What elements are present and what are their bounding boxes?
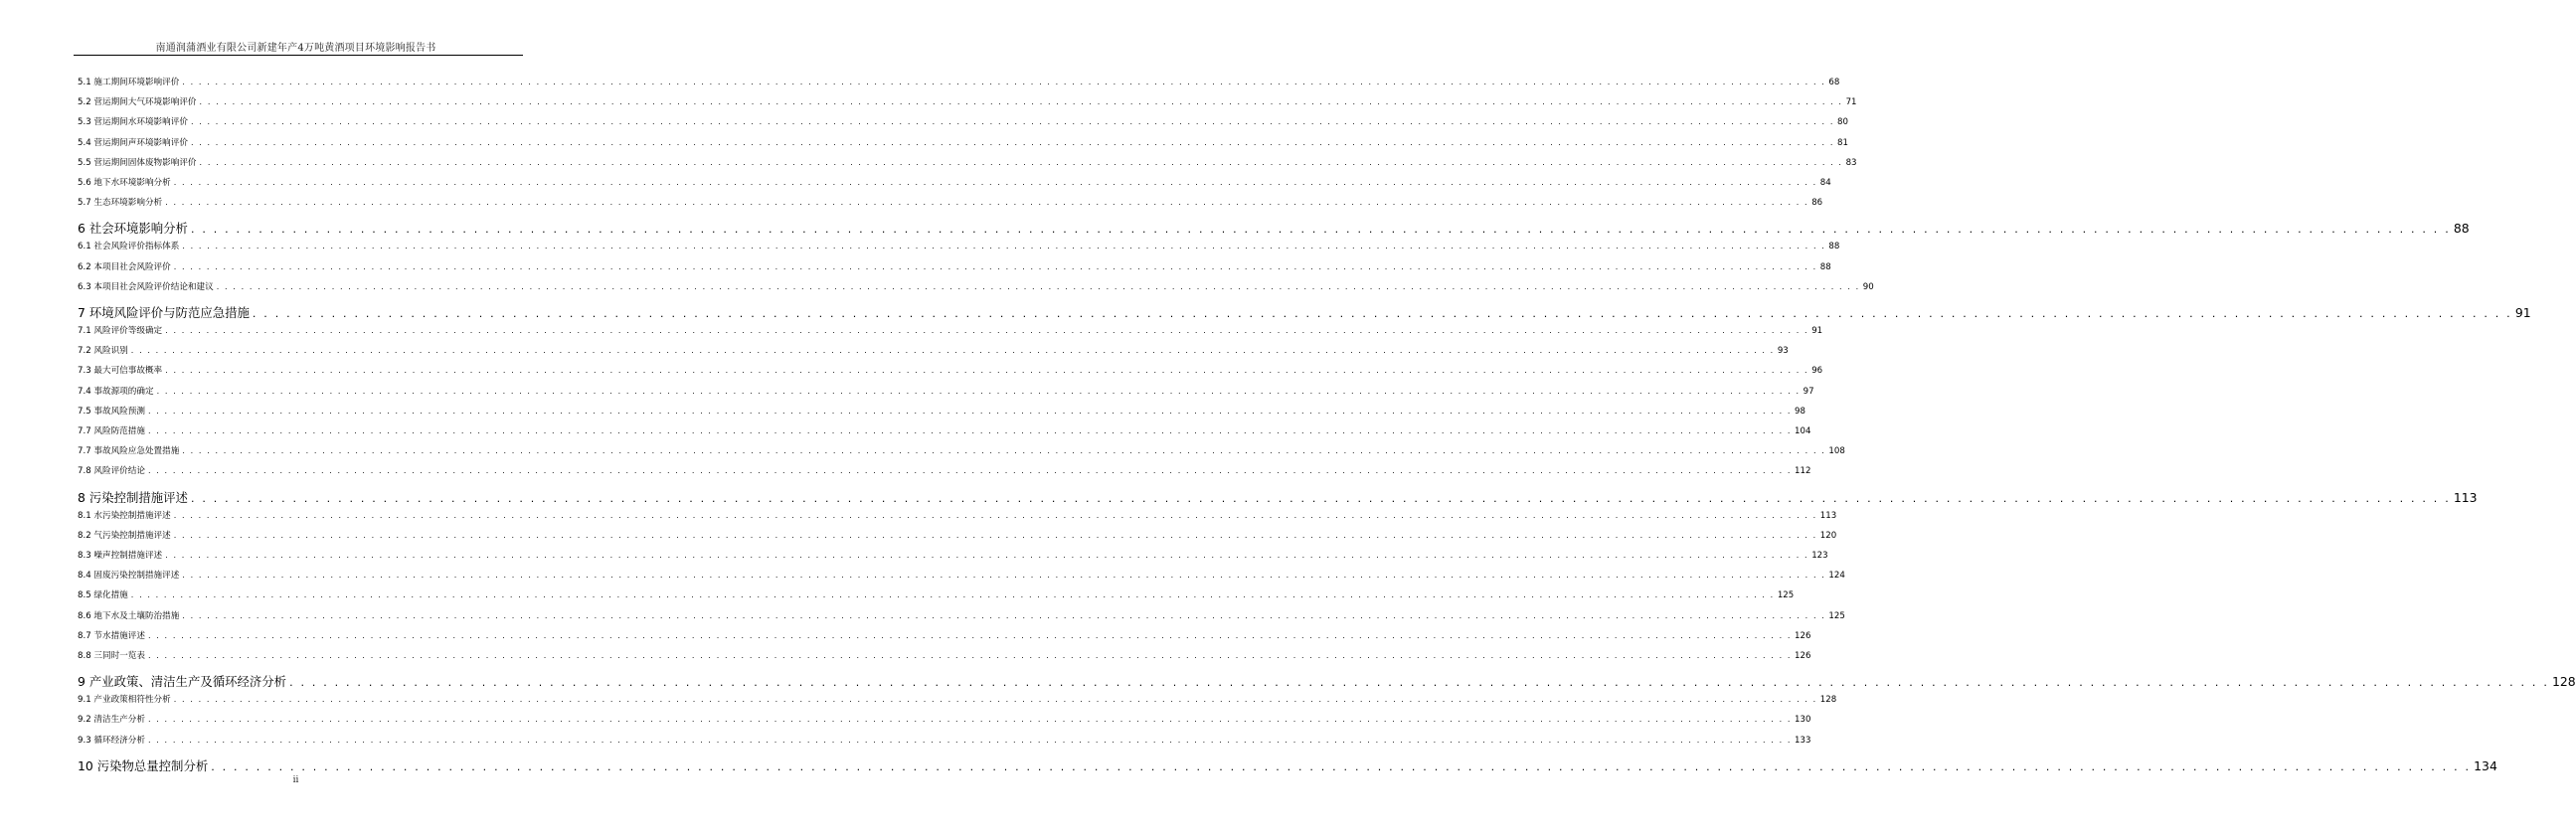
toc-entry-title: 8.2 气污染控制措施评述	[78, 530, 171, 541]
toc-section-entry[interactable]	[78, 385, 1814, 401]
toc-entry-title: 5.6 地下水环境影响分析	[78, 178, 171, 188]
toc-dot-leader: . . . . . . . . . . . . . . . . . . . . . . . . . . . . . . . . . . . . . . . . . . . . . . . . . . . . . . . . . . . . . . . . . . . . . . . . . . . . . . . . . . . . . . . . . . . . . . . . . . . . . . . . . . . . . . . . . . . . . . . . . . . . . . . . . . . . . . . . . . . . . . . . . . . . . . . . . . . . . . . . . . . . . . . . . . . . . . . . . . . . . . . . . . . . . . . . . . . . . . . .	[147, 630, 1793, 640]
toc-entry-title: 9.1 产业政策相符性分析	[78, 695, 171, 706]
toc-entry-page: 97	[1803, 386, 1814, 397]
toc-chapter-entry[interactable]	[78, 219, 2470, 239]
toc-dot-leader: . . . . . . . . . . . . . . . . . . . . . . . . . . . . . . . . . . . . . . . . . . . . . . . . . . . . . . . . . . . . . . . . . . . . . . . . . . . . . . . . . . . . . . . . . . . . . . . . . . . . . . . . . . . . . . . . . . . . . . . . . . . . . . . . . . . . . . . . . . . . . . . . . . . . . . . . . . . . . . . . . . . . . . . . . . . . . . . . . . . . . . . . . . . . . . . . . . . . . . . .	[190, 491, 2451, 505]
toc-section-entry[interactable]	[78, 734, 1811, 750]
toc-section-entry[interactable]	[78, 324, 1823, 340]
toc-entry-title: 8.3 噪声控制措施评述	[78, 551, 163, 561]
toc-section-entry[interactable]	[78, 280, 1874, 296]
toc-dot-leader: . . . . . . . . . . . . . . . . . . . . . . . . . . . . . . . . . . . . . . . . . . . . . . . . . . . . . . . . . . . . . . . . . . . . . . . . . . . . . . . . . . . . . . . . . . . . . . . . . . . . . . . . . . . . . . . . . . . . . . . . . . . . . . . . . . . . . . . . . . . . . . . . . . . . . . . . . . . . . . . . . . . . . . . . . . . . . . . . . . . . . . . . . . . . . . . . . . . . . . . .	[130, 590, 1775, 600]
toc-dot-leader: . . . . . . . . . . . . . . . . . . . . . . . . . . . . . . . . . . . . . . . . . . . . . . . . . . . . . . . . . . . . . . . . . . . . . . . . . . . . . . . . . . . . . . . . . . . . . . . . . . . . . . . . . . . . . . . . . . . . . . . . . . . . . . . . . . . . . . . . . . . . . . . . . . . . . . . . . . . . . . . . . . . . . . . . . . . . . . . . . . . . . . . . . . . . . . . . . . . . . . . .	[165, 198, 1809, 208]
toc-section-entry[interactable]	[78, 549, 1828, 565]
toc-section-entry[interactable]	[78, 693, 1837, 709]
toc-section-entry[interactable]	[78, 629, 1811, 645]
toc-dot-leader: . . . . . . . . . . . . . . . . . . . . . . . . . . . . . . . . . . . . . . . . . . . . . . . . . . . . . . . . . . . . . . . . . . . . . . . . . . . . . . . . . . . . . . . . . . . . . . . . . . . . . . . . . . . . . . . . . . . . . . . . . . . . . . . . . . . . . . . . . . . . . . . . . . . . . . . . . . . . . . . . . . . . . . . . . . . . . . . . . . . . . . . . . . . . . . . . . . . . . . . .	[216, 281, 1860, 291]
toc-dot-leader: . . . . . . . . . . . . . . . . . . . . . . . . . . . . . . . . . . . . . . . . . . . . . . . . . . . . . . . . . . . . . . . . . . . . . . . . . . . . . . . . . . . . . . . . . . . . . . . . . . . . . . . . . . . . . . . . . . . . . . . . . . . . . . . . . . . . . . . . . . . . . . . . . . . . . . . . . . . . . . . . . . . . . . . . . . . . . . . . . . . . . . . . . . . . . . . . . . . . . . . .	[147, 715, 1793, 725]
toc-entry-title: 8.6 地下水及土壤防治措施	[78, 610, 180, 621]
toc-entry-title: 7 环境风险评价与防范应急措施	[78, 305, 250, 320]
toc-entry-title: 7.8 风险评价结论	[78, 466, 145, 477]
toc-entry-title: 9 产业政策、清洁生产及循环经济分析	[78, 674, 287, 690]
toc-entry-page: 133	[1795, 735, 1811, 746]
toc-section-entry[interactable]	[78, 609, 1845, 625]
toc-dot-leader: . . . . . . . . . . . . . . . . . . . . . . . . . . . . . . . . . . . . . . . . . . . . . . . . . . . . . . . . . . . . . . . . . . . . . . . . . . . . . . . . . . . . . . . . . . . . . . . . . . . . . . . . . . . . . . . . . . . . . . . . . . . . . . . . . . . . . . . . . . . . . . . . . . . . . . . . . . . . . . . . . . . . . . . . . . . . . . . . . . . . . . . . . . . . . . . . . . . . . . . .	[130, 346, 1775, 356]
toc-entry-title: 7.2 风险识别	[78, 346, 128, 357]
toc-entry-page: 68	[1828, 78, 1840, 87]
toc-dot-leader: . . . . . . . . . . . . . . . . . . . . . . . . . . . . . . . . . . . . . . . . . . . . . . . . . . . . . . . . . . . . . . . . . . . . . . . . . . . . . . . . . . . . . . . . . . . . . . . . . . . . . . . . . . . . . . . . . . . . . . . . . . . . . . . . . . . . . . . . . . . . . . . . . . . . . . . . . . . . . . . . . . . . . . . . . . . . . . . . . . . . . . . . . . . . . . . . . . . . . . . .	[165, 326, 1809, 335]
toc-entry-page: 108	[1828, 446, 1845, 457]
toc-entry-page: 86	[1811, 198, 1823, 209]
toc-section-entry[interactable]	[78, 240, 1840, 255]
toc-entry-title: 7.3 最大可信事故概率	[78, 366, 163, 377]
toc-dot-leader: . . . . . . . . . . . . . . . . . . . . . . . . . . . . . . . . . . . . . . . . . . . . . . . . . . . . . . . . . . . . . . . . . . . . . . . . . . . . . . . . . . . . . . . . . . . . . . . . . . . . . . . . . . . . . . . . . . . . . . . . . . . . . . . . . . . . . . . . . . . . . . . . . . . . . . . . . . . . . . . . . . . . . . . . . . . . . . . . . . . . . . . . . . . . . . . . . . . . . . . .	[182, 610, 1826, 620]
toc-chapter-entry[interactable]	[78, 756, 2497, 776]
toc-dot-leader: . . . . . . . . . . . . . . . . . . . . . . . . . . . . . . . . . . . . . . . . . . . . . . . . . . . . . . . . . . . . . . . . . . . . . . . . . . . . . . . . . . . . . . . . . . . . . . . . . . . . . . . . . . . . . . . . . . . . . . . . . . . . . . . . . . . . . . . . . . . . . . . . . . . . . . . . . . . . . . . . . . . . . . . . . . . . . . . . . . . . . . . . . . . . . . . . . . . . . . . .	[147, 426, 1793, 435]
toc-entry-title: 8.1 水污染控制措施评述	[78, 510, 171, 521]
toc-entry-page: 71	[1845, 97, 1857, 108]
toc-entry-title: 5.4 营运期间声环境影响评价	[78, 137, 188, 148]
toc-entry-title: 5.1 施工期间环境影响评价	[78, 78, 180, 87]
toc-chapter-entry[interactable]	[78, 303, 2531, 323]
toc-entry-title: 10 污染物总量控制分析	[78, 757, 209, 773]
toc-entry-title: 9.3 循环经济分析	[78, 735, 145, 746]
toc-entry-page: 98	[1795, 406, 1805, 417]
toc-entry-page: 128	[1819, 695, 1837, 706]
toc-dot-leader: . . . . . . . . . . . . . . . . . . . . . . . . . . . . . . . . . . . . . . . . . . . . . . . . . . . . . . . . . . . . . . . . . . . . . . . . . . . . . . . . . . . . . . . . . . . . . . . . . . . . . . . . . . . . . . . . . . . . . . . . . . . . . . . . . . . . . . . . . . . . . . . . . . . . . . . . . . . . . . . . . . . . . . . . . . . . . . . . . . . . . . . . . . . . . . . . . . . . . . . .	[190, 223, 2451, 237]
toc-entry-page: 126	[1795, 630, 1811, 641]
toc-dot-leader: . . . . . . . . . . . . . . . . . . . . . . . . . . . . . . . . . . . . . . . . . . . . . . . . . . . . . . . . . . . . . . . . . . . . . . . . . . . . . . . . . . . . . . . . . . . . . . . . . . . . . . . . . . . . . . . . . . . . . . . . . . . . . . . . . . . . . . . . . . . . . . . . . . . . . . . . . . . . . . . . . . . . . . . . . . . . . . . . . . . . . . . . . . . . . . . . . . . . . . . .	[182, 78, 1826, 86]
toc-dot-leader: . . . . . . . . . . . . . . . . . . . . . . . . . . . . . . . . . . . . . . . . . . . . . . . . . . . . . . . . . . . . . . . . . . . . . . . . . . . . . . . . . . . . . . . . . . . . . . . . . . . . . . . . . . . . . . . . . . . . . . . . . . . . . . . . . . . . . . . . . . . . . . . . . . . . . . . . . . . . . . . . . . . . . . . . . . . . . . . . . . . . . . . . . . . . . . . . . . . . . . . .	[147, 735, 1793, 745]
toc-dot-leader: . . . . . . . . . . . . . . . . . . . . . . . . . . . . . . . . . . . . . . . . . . . . . . . . . . . . . . . . . . . . . . . . . . . . . . . . . . . . . . . . . . . . . . . . . . . . . . . . . . . . . . . . . . . . . . . . . . . . . . . . . . . . . . . . . . . . . . . . . . . . . . . . . . . . . . . . . . . . . . . . . . . . . . . . . . . . . . . . . . . . . . . . . . . . . . . . . . . . . . . .	[289, 676, 2550, 690]
toc-section-entry[interactable]	[78, 260, 1831, 276]
toc-section-entry[interactable]	[78, 405, 1805, 420]
toc-entry-title: 5.5 营运期间固体废物影响评价	[78, 157, 197, 168]
toc-entry-page: 88	[2453, 221, 2470, 237]
toc-entry-title: 8.5 绿化措施	[78, 590, 128, 601]
toc-section-entry[interactable]	[78, 76, 1840, 91]
toc-section-entry[interactable]	[78, 115, 1848, 131]
toc-entry-page: 125	[1828, 610, 1845, 621]
toc-dot-leader: . . . . . . . . . . . . . . . . . . . . . . . . . . . . . . . . . . . . . . . . . . . . . . . . . . . . . . . . . . . . . . . . . . . . . . . . . . . . . . . . . . . . . . . . . . . . . . . . . . . . . . . . . . . . . . . . . . . . . . . . . . . . . . . . . . . . . . . . . . . . . . . . . . . . . . . . . . . . . . . . . . . . . . . . . . . . . . . . . . . . . . . . . . . . . . . . . . . . . . . .	[165, 366, 1809, 376]
toc-entry-page: 83	[1845, 157, 1857, 168]
toc-entry-title: 6.2 本项目社会风险评价	[78, 261, 171, 272]
toc-dot-leader: . . . . . . . . . . . . . . . . . . . . . . . . . . . . . . . . . . . . . . . . . . . . . . . . . . . . . . . . . . . . . . . . . . . . . . . . . . . . . . . . . . . . . . . . . . . . . . . . . . . . . . . . . . . . . . . . . . . . . . . . . . . . . . . . . . . . . . . . . . . . . . . . . . . . . . . . . . . . . . . . . . . . . . . . . . . . . . . . . . . . . . . . . . . . . . . . . . . . . . . .	[182, 242, 1826, 251]
toc-entry-title: 8.4 固废污染控制措施评述	[78, 571, 180, 582]
toc-section-entry[interactable]	[78, 588, 1795, 604]
toc-entry-title: 5.7 生态环境影响分析	[78, 198, 163, 209]
toc-dot-leader: . . . . . . . . . . . . . . . . . . . . . . . . . . . . . . . . . . . . . . . . . . . . . . . . . . . . . . . . . . . . . . . . . . . . . . . . . . . . . . . . . . . . . . . . . . . . . . . . . . . . . . . . . . . . . . . . . . . . . . . . . . . . . . . . . . . . . . . . . . . . . . . . . . . . . . . . . . . . . . . . . . . . . . . . . . . . . . . . . . . . . . . . . . . . . . . . . . . . . . . .	[190, 137, 1834, 147]
toc-section-entry[interactable]	[78, 424, 1811, 440]
toc-entry-page: 88	[1819, 261, 1831, 272]
toc-chapter-entry[interactable]	[78, 488, 2478, 508]
toc-dot-leader: . . . . . . . . . . . . . . . . . . . . . . . . . . . . . . . . . . . . . . . . . . . . . . . . . . . . . . . . . . . . . . . . . . . . . . . . . . . . . . . . . . . . . . . . . . . . . . . . . . . . . . . . . . . . . . . . . . . . . . . . . . . . . . . . . . . . . . . . . . . . . . . . . . . . . . . . . . . . . . . . . . . . . . . . . . . . . . . . . . . . . . . . . . . . . . . . . . . . . . . .	[173, 530, 1817, 540]
toc-entry-page: 128	[2552, 674, 2576, 690]
toc-dot-leader: . . . . . . . . . . . . . . . . . . . . . . . . . . . . . . . . . . . . . . . . . . . . . . . . . . . . . . . . . . . . . . . . . . . . . . . . . . . . . . . . . . . . . . . . . . . . . . . . . . . . . . . . . . . . . . . . . . . . . . . . . . . . . . . . . . . . . . . . . . . . . . . . . . . . . . . . . . . . . . . . . . . . . . . . . . . . . . . . . . . . . . . . . . . . . . . . . . . . . . . .	[165, 551, 1809, 560]
toc-section-entry[interactable]	[78, 464, 1811, 480]
toc-entry-page: 130	[1795, 715, 1811, 726]
toc-entry-page: 120	[1819, 530, 1837, 541]
toc-section-entry[interactable]	[78, 569, 1845, 585]
toc-entry-page: 113	[1819, 510, 1837, 521]
toc-section-entry[interactable]	[78, 649, 1811, 665]
toc-entry-title: 6 社会环境影响分析	[78, 221, 188, 237]
toc-section-entry[interactable]	[78, 713, 1811, 729]
toc-entry-title: 6.3 本项目社会风险评价结论和建议	[78, 281, 214, 292]
toc-section-entry[interactable]	[78, 344, 1789, 360]
toc-entry-page: 90	[1862, 281, 1874, 292]
toc-dot-leader: . . . . . . . . . . . . . . . . . . . . . . . . . . . . . . . . . . . . . . . . . . . . . . . . . . . . . . . . . . . . . . . . . . . . . . . . . . . . . . . . . . . . . . . . . . . . . . . . . . . . . . . . . . . . . . . . . . . . . . . . . . . . . . . . . . . . . . . . . . . . . . . . . . . . . . . . . . . . . . . . . . . . . . . . . . . . . . . . . . . . . . . . . . . . . . . . . . . . . . . .	[173, 261, 1817, 271]
toc-entry-title: 7.7 风险防范措施	[78, 426, 145, 436]
toc-dot-leader: . . . . . . . . . . . . . . . . . . . . . . . . . . . . . . . . . . . . . . . . . . . . . . . . . . . . . . . . . . . . . . . . . . . . . . . . . . . . . . . . . . . . . . . . . . . . . . . . . . . . . . . . . . . . . . . . . . . . . . . . . . . . . . . . . . . . . . . . . . . . . . . . . . . . . . . . . . . . . . . . . . . . . . . . . . . . . . . . . . . . . . . . . . . . . . . . . . . . . . . .	[147, 651, 1793, 660]
toc-entry-title: 9.2 清洁生产分析	[78, 715, 145, 726]
toc-entry-page: 123	[1811, 551, 1828, 561]
toc-section-entry[interactable]	[78, 364, 1823, 380]
toc-entry-title: 7.4 事故源项的确定	[78, 386, 154, 397]
toc-dot-leader: . . . . . . . . . . . . . . . . . . . . . . . . . . . . . . . . . . . . . . . . . . . . . . . . . . . . . . . . . . . . . . . . . . . . . . . . . . . . . . . . . . . . . . . . . . . . . . . . . . . . . . . . . . . . . . . . . . . . . . . . . . . . . . . . . . . . . . . . . . . . . . . . . . . . . . . . . . . . . . . . . . . . . . . . . . . . . . . . . . . . . . . . . . . . . . . . . . . . . . . .	[199, 157, 1843, 167]
toc-entry-title: 6.1 社会风险评价指标体系	[78, 242, 180, 252]
toc-dot-leader: . . . . . . . . . . . . . . . . . . . . . . . . . . . . . . . . . . . . . . . . . . . . . . . . . . . . . . . . . . . . . . . . . . . . . . . . . . . . . . . . . . . . . . . . . . . . . . . . . . . . . . . . . . . . . . . . . . . . . . . . . . . . . . . . . . . . . . . . . . . . . . . . . . . . . . . . . . . . . . . . . . . . . . . . . . . . . . . . . . . . . . . . . . . . . . . . . . . . . . . .	[147, 466, 1793, 476]
toc-section-entry[interactable]	[78, 136, 1848, 152]
toc-entry-page: 126	[1795, 651, 1811, 661]
toc-section-entry[interactable]	[78, 509, 1837, 525]
toc-entry-page: 84	[1819, 178, 1831, 188]
toc-entry-page: 91	[2514, 305, 2531, 320]
toc-entry-title: 5.3 营运期间水环境影响评价	[78, 117, 188, 128]
toc-entry-page: 113	[2453, 489, 2478, 505]
toc-entry-page: 91	[1811, 326, 1823, 336]
toc-entry-page: 96	[1811, 366, 1823, 377]
toc-entry-page: 104	[1795, 426, 1811, 436]
toc-dot-leader: . . . . . . . . . . . . . . . . . . . . . . . . . . . . . . . . . . . . . . . . . . . . . . . . . . . . . . . . . . . . . . . . . . . . . . . . . . . . . . . . . . . . . . . . . . . . . . . . . . . . . . . . . . . . . . . . . . . . . . . . . . . . . . . . . . . . . . . . . . . . . . . . . . . . . . . . . . . . . . . . . . . . . . . . . . . . . . . . . . . . . . . . . . . . . . . . . . . . . . . .	[182, 571, 1826, 581]
toc-entry-page: 112	[1795, 466, 1811, 477]
toc-dot-leader: . . . . . . . . . . . . . . . . . . . . . . . . . . . . . . . . . . . . . . . . . . . . . . . . . . . . . . . . . . . . . . . . . . . . . . . . . . . . . . . . . . . . . . . . . . . . . . . . . . . . . . . . . . . . . . . . . . . . . . . . . . . . . . . . . . . . . . . . . . . . . . . . . . . . . . . . . . . . . . . . . . . . . . . . . . . . . . . . . . . . . . . . . . . . . . . . . . . . . . . .	[211, 759, 2472, 773]
toc-entry-title: 8 污染控制措施评述	[78, 489, 188, 505]
page-header: 南通润蒲酒业有限公司新建年产4万吨黄酒项目环境影响报告书	[155, 43, 436, 54]
toc-entry-page: 81	[1836, 137, 1848, 148]
toc-entry-title: 7.5 事故风险预测	[78, 406, 145, 417]
toc-section-entry[interactable]	[78, 529, 1837, 545]
toc-entry-page: 125	[1777, 590, 1795, 601]
header-rule	[74, 55, 523, 56]
toc-dot-leader: . . . . . . . . . . . . . . . . . . . . . . . . . . . . . . . . . . . . . . . . . . . . . . . . . . . . . . . . . . . . . . . . . . . . . . . . . . . . . . . . . . . . . . . . . . . . . . . . . . . . . . . . . . . . . . . . . . . . . . . . . . . . . . . . . . . . . . . . . . . . . . . . . . . . . . . . . . . . . . . . . . . . . . . . . . . . . . . . . . . . . . . . . . . . . . . . . . . . . . . .	[182, 446, 1826, 456]
toc-dot-leader: . . . . . . . . . . . . . . . . . . . . . . . . . . . . . . . . . . . . . . . . . . . . . . . . . . . . . . . . . . . . . . . . . . . . . . . . . . . . . . . . . . . . . . . . . . . . . . . . . . . . . . . . . . . . . . . . . . . . . . . . . . . . . . . . . . . . . . . . . . . . . . . . . . . . . . . . . . . . . . . . . . . . . . . . . . . . . . . . . . . . . . . . . . . . . . . . . . . . . . . .	[252, 307, 2512, 320]
toc-entry-title: 8.8 三同时一览表	[78, 651, 145, 661]
toc-section-entry[interactable]	[78, 95, 1857, 111]
toc-section-entry[interactable]	[78, 176, 1831, 192]
toc-entry-page: 124	[1828, 571, 1845, 582]
toc-section-entry[interactable]	[78, 156, 1857, 172]
toc-dot-leader: . . . . . . . . . . . . . . . . . . . . . . . . . . . . . . . . . . . . . . . . . . . . . . . . . . . . . . . . . . . . . . . . . . . . . . . . . . . . . . . . . . . . . . . . . . . . . . . . . . . . . . . . . . . . . . . . . . . . . . . . . . . . . . . . . . . . . . . . . . . . . . . . . . . . . . . . . . . . . . . . . . . . . . . . . . . . . . . . . . . . . . . . . . . . . . . . . . . . . . . .	[173, 695, 1817, 705]
toc-entry-page: 80	[1836, 117, 1848, 128]
toc-entry-title: 8.7 节水措施评述	[78, 630, 145, 641]
toc-entry-page: 93	[1777, 346, 1789, 357]
toc-entry-title: 5.2 营运期间大气环境影响评价	[78, 97, 197, 108]
toc-dot-leader: . . . . . . . . . . . . . . . . . . . . . . . . . . . . . . . . . . . . . . . . . . . . . . . . . . . . . . . . . . . . . . . . . . . . . . . . . . . . . . . . . . . . . . . . . . . . . . . . . . . . . . . . . . . . . . . . . . . . . . . . . . . . . . . . . . . . . . . . . . . . . . . . . . . . . . . . . . . . . . . . . . . . . . . . . . . . . . . . . . . . . . . . . . . . . . . . . . . . . . . .	[173, 178, 1817, 187]
toc-chapter-entry[interactable]	[78, 672, 2576, 692]
toc-dot-leader: . . . . . . . . . . . . . . . . . . . . . . . . . . . . . . . . . . . . . . . . . . . . . . . . . . . . . . . . . . . . . . . . . . . . . . . . . . . . . . . . . . . . . . . . . . . . . . . . . . . . . . . . . . . . . . . . . . . . . . . . . . . . . . . . . . . . . . . . . . . . . . . . . . . . . . . . . . . . . . . . . . . . . . . . . . . . . . . . . . . . . . . . . . . . . . . . . . . . . . . .	[173, 510, 1817, 520]
toc-entry-title: 7.1 风险评价等级确定	[78, 326, 163, 336]
toc-section-entry[interactable]	[78, 196, 1823, 212]
toc-entry-page: 88	[1828, 242, 1840, 252]
toc-dot-leader: . . . . . . . . . . . . . . . . . . . . . . . . . . . . . . . . . . . . . . . . . . . . . . . . . . . . . . . . . . . . . . . . . . . . . . . . . . . . . . . . . . . . . . . . . . . . . . . . . . . . . . . . . . . . . . . . . . . . . . . . . . . . . . . . . . . . . . . . . . . . . . . . . . . . . . . . . . . . . . . . . . . . . . . . . . . . . . . . . . . . . . . . . . . . . . . . . . . . . . . .	[190, 117, 1834, 127]
toc-dot-leader: . . . . . . . . . . . . . . . . . . . . . . . . . . . . . . . . . . . . . . . . . . . . . . . . . . . . . . . . . . . . . . . . . . . . . . . . . . . . . . . . . . . . . . . . . . . . . . . . . . . . . . . . . . . . . . . . . . . . . . . . . . . . . . . . . . . . . . . . . . . . . . . . . . . . . . . . . . . . . . . . . . . . . . . . . . . . . . . . . . . . . . . . . . . . . . . . . . . . . . . .	[199, 97, 1843, 107]
toc-entry-title: 7.7 事故风险应急处置措施	[78, 446, 180, 457]
toc-entry-page: 134	[2474, 757, 2497, 773]
toc-dot-leader: . . . . . . . . . . . . . . . . . . . . . . . . . . . . . . . . . . . . . . . . . . . . . . . . . . . . . . . . . . . . . . . . . . . . . . . . . . . . . . . . . . . . . . . . . . . . . . . . . . . . . . . . . . . . . . . . . . . . . . . . . . . . . . . . . . . . . . . . . . . . . . . . . . . . . . . . . . . . . . . . . . . . . . . . . . . . . . . . . . . . . . . . . . . . . . . . . . . . . . . .	[156, 386, 1801, 396]
page-number: ii	[292, 775, 299, 785]
toc-dot-leader: . . . . . . . . . . . . . . . . . . . . . . . . . . . . . . . . . . . . . . . . . . . . . . . . . . . . . . . . . . . . . . . . . . . . . . . . . . . . . . . . . . . . . . . . . . . . . . . . . . . . . . . . . . . . . . . . . . . . . . . . . . . . . . . . . . . . . . . . . . . . . . . . . . . . . . . . . . . . . . . . . . . . . . . . . . . . . . . . . . . . . . . . . . . . . . . . . . . . . . . .	[147, 406, 1793, 416]
toc-section-entry[interactable]	[78, 444, 1845, 460]
